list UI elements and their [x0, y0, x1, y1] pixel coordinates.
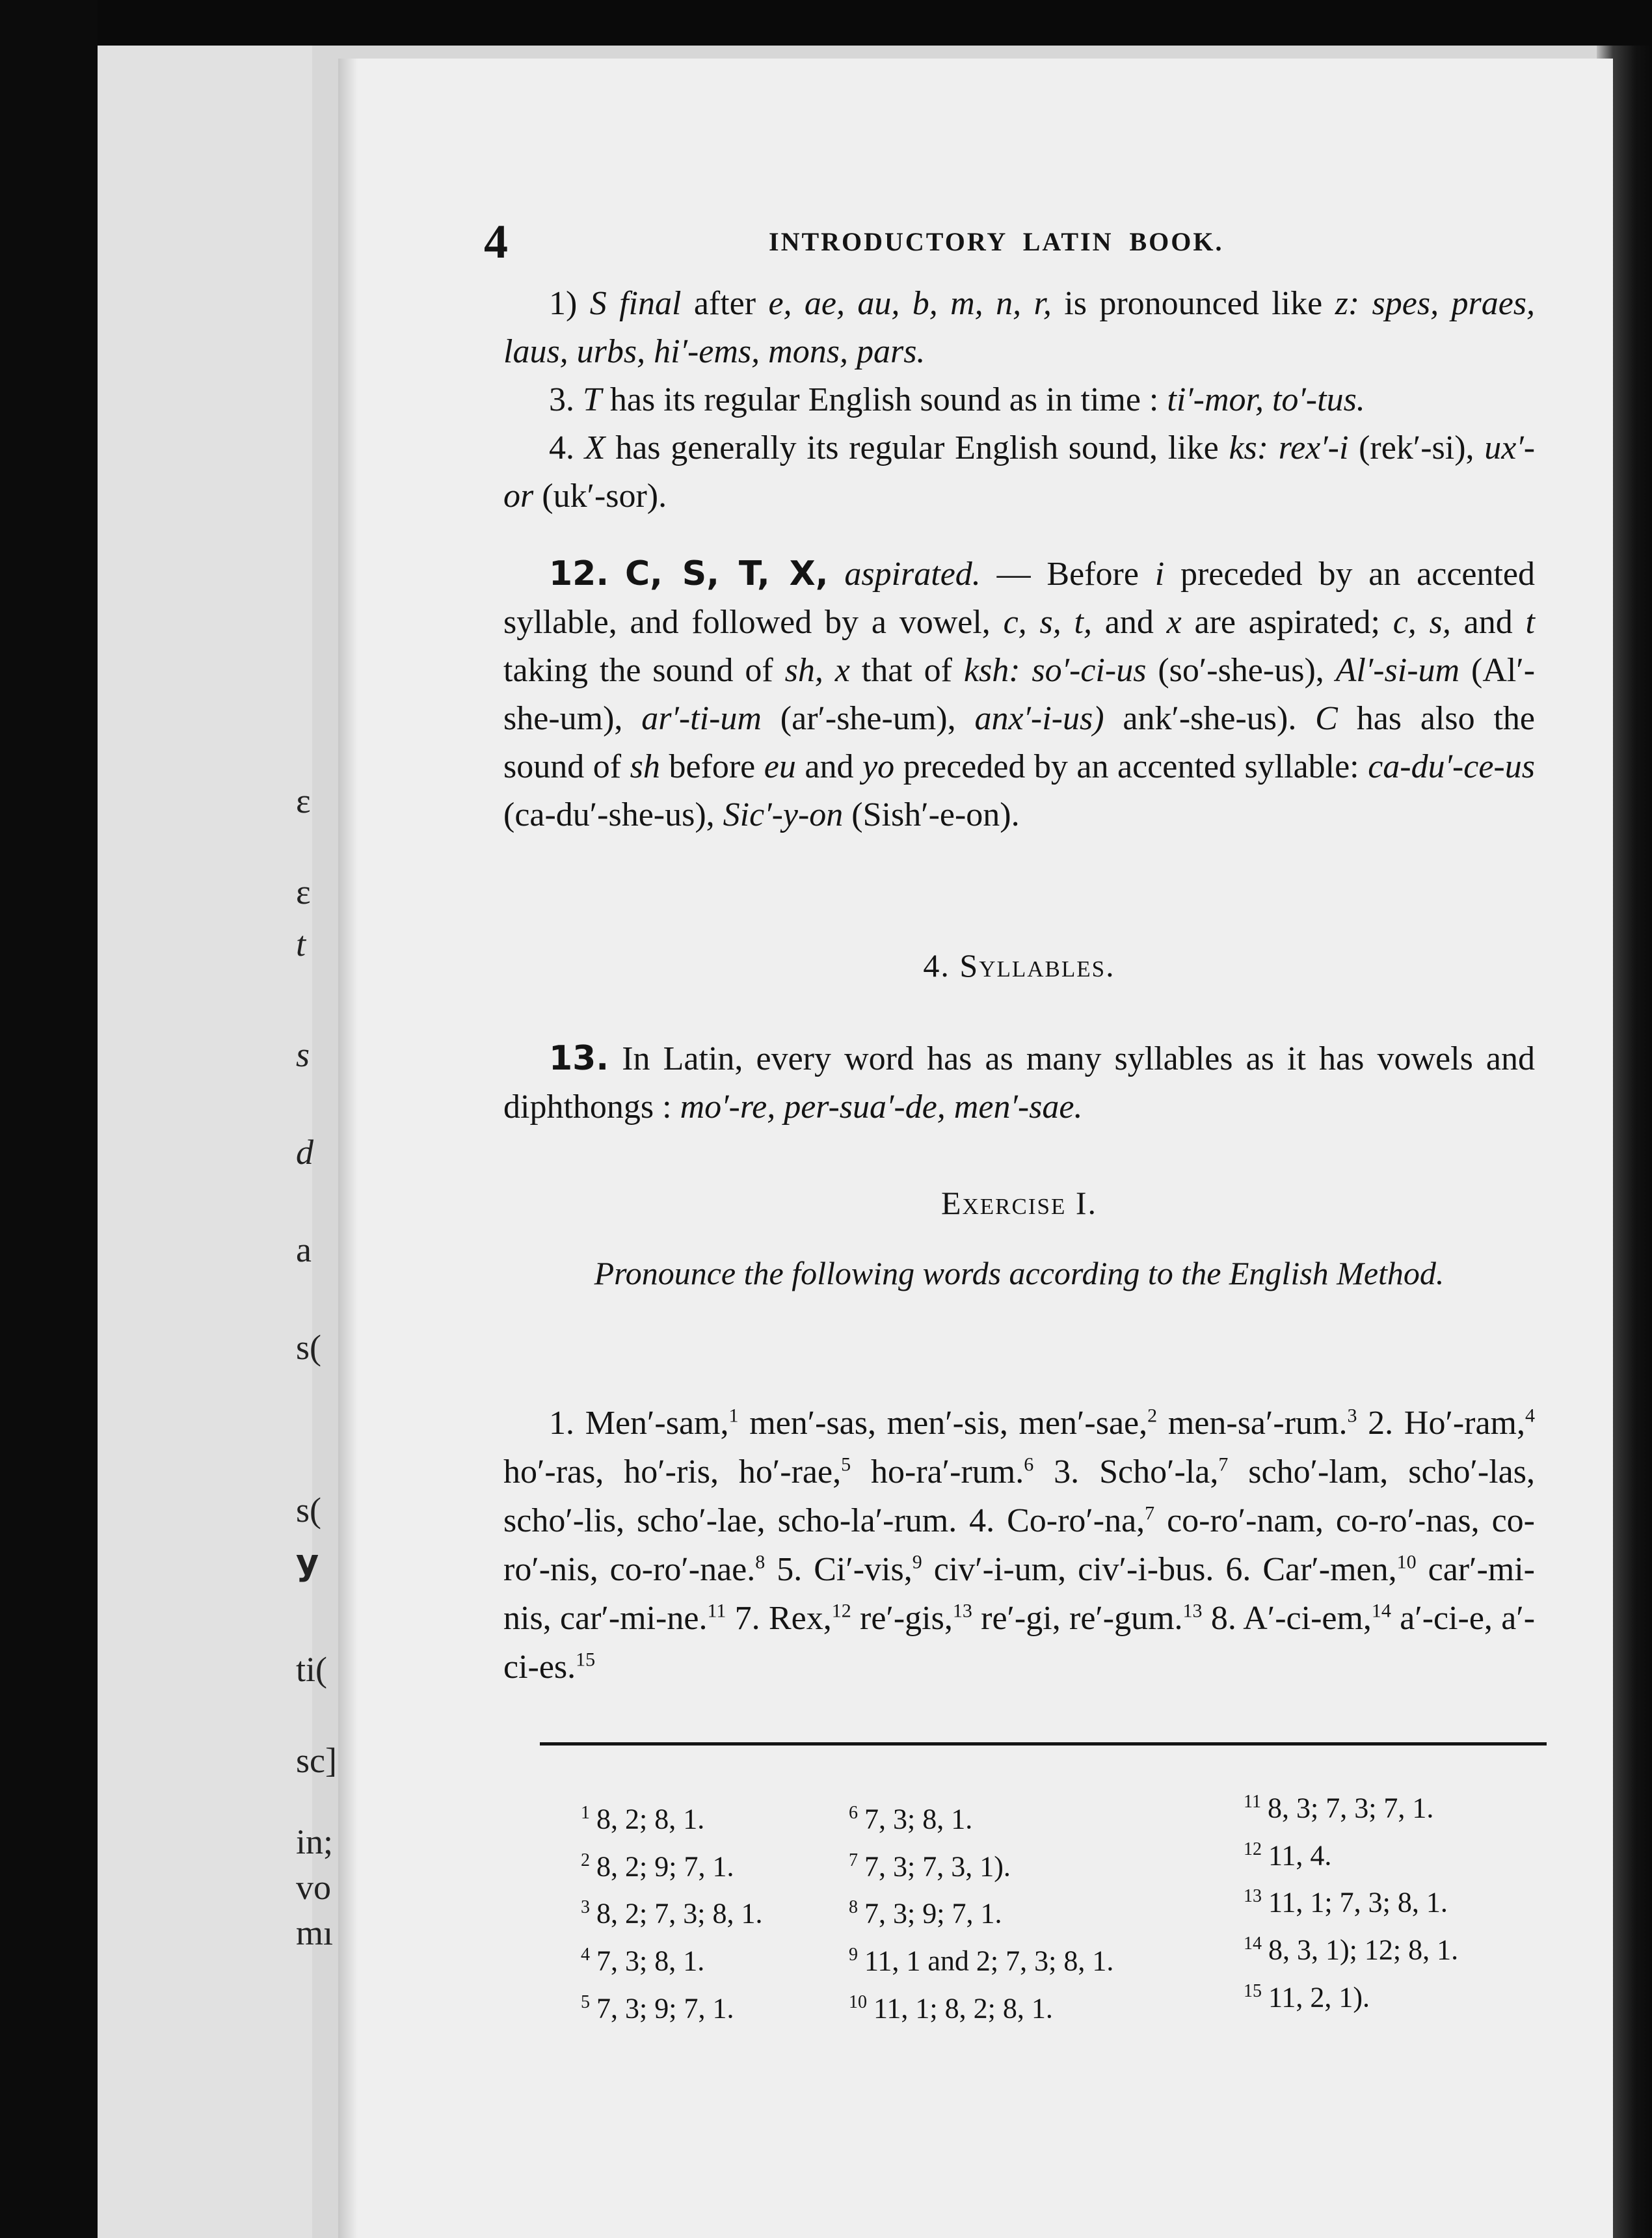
footnote-number: 4	[581, 1944, 590, 1965]
text: 3. Scho′-la,	[1033, 1453, 1219, 1490]
footnote-number: 12	[1244, 1839, 1262, 1859]
footnote-text: 11, 1; 7, 3; 8, 1.	[1268, 1886, 1448, 1919]
underlying-fragment: ε	[296, 781, 311, 820]
footnote-rule	[540, 1742, 1547, 1746]
letters: yo	[862, 748, 895, 785]
letter: x	[834, 652, 850, 689]
footnote-number: 14	[1244, 1933, 1262, 1954]
footnote-marker[interactable]: 1	[728, 1405, 739, 1427]
scan-border-top	[0, 0, 1652, 46]
underlying-fragment: a	[296, 1230, 312, 1269]
footnote	[849, 1982, 1113, 2029]
section-number: 13.	[549, 1039, 609, 1078]
letters: c, s, t,	[1003, 604, 1092, 641]
text: ank′-she-us).	[1104, 700, 1316, 737]
text: — Before	[980, 556, 1155, 593]
exercise-paragraph	[503, 1399, 1535, 1692]
text: after	[681, 285, 769, 322]
example: Sic′-y-on	[723, 796, 844, 833]
footnote	[849, 1887, 1113, 1934]
text: preceded by an accented syllable, and followed by a vowel,	[503, 556, 1536, 641]
footnote-text: 8, 3, 1); 12; 8, 1.	[1268, 1934, 1459, 1966]
letters: sh	[630, 748, 660, 785]
underlying-fragment: s(	[296, 1490, 321, 1530]
footnote	[581, 1982, 762, 2029]
text: car′-mi-nis, car′-mi-ne.	[503, 1551, 1535, 1637]
exercise-heading: Exercise I.	[940, 1185, 1098, 1221]
footnote	[581, 1840, 762, 1887]
underlying-fragment: mı	[296, 1913, 334, 1952]
footnote-marker[interactable]: 7	[1218, 1453, 1229, 1476]
footnote-text: 8, 3; 7, 3; 7, 1.	[1267, 1792, 1434, 1824]
footnote-number: 1	[581, 1803, 590, 1823]
example: Al′-si-um	[1335, 652, 1460, 689]
text: re′-gi, re′-gum.	[972, 1600, 1183, 1637]
text: taking the sound of	[503, 652, 785, 689]
underlying-fragment: ε	[296, 872, 311, 911]
footnote	[1244, 1876, 1458, 1923]
text	[823, 652, 835, 689]
text: (uk′-sor).	[533, 478, 667, 515]
underlying-page-strip	[98, 46, 312, 2238]
letters: e, ae, au, b, m, n, r,	[768, 285, 1052, 322]
underlying-fragment: t	[296, 924, 306, 964]
example: rex′-i	[1268, 429, 1349, 466]
text: men′-sas, men′-sis, men′-sae,	[738, 1405, 1148, 1442]
term: S final	[589, 285, 682, 322]
underlying-fragment: vo	[296, 1868, 331, 1907]
text: men-sa′-rum.	[1157, 1405, 1348, 1442]
page-number: 4	[484, 215, 508, 269]
examples: spes, praes, laus, urbs, hi′-ems, mons, pars.	[503, 285, 1536, 370]
letter: C	[1315, 700, 1338, 737]
text: has generally its regular English sound, like	[605, 429, 1229, 466]
item-number: 4.	[549, 429, 574, 466]
text: (Al′-she-um),	[503, 652, 1536, 737]
letter: z:	[1335, 285, 1360, 322]
s-final-note	[503, 280, 1535, 376]
underlying-fragment: s(	[296, 1328, 321, 1367]
footnote-number: 13	[1244, 1886, 1262, 1907]
text: that of	[849, 652, 964, 689]
footnote-number: 9	[849, 1944, 858, 1965]
text: and	[1091, 604, 1167, 641]
footnote-text: 11, 4.	[1268, 1839, 1332, 1872]
footnote-number: 8	[849, 1897, 858, 1918]
footnote-marker[interactable]: 11	[707, 1600, 726, 1622]
letters: eu	[764, 748, 796, 785]
footnote-marker[interactable]: 8	[755, 1551, 766, 1573]
section-12	[503, 550, 1535, 839]
letter: T	[583, 381, 602, 418]
footnote-marker[interactable]: 10	[1396, 1551, 1417, 1573]
footnote-marker[interactable]: 12	[831, 1600, 851, 1622]
footnote	[581, 1887, 762, 1934]
letters: c, s,	[1392, 604, 1451, 641]
letter: X	[584, 429, 606, 466]
footnote-text: 7, 3; 8, 1.	[864, 1803, 973, 1835]
footnote	[1244, 1781, 1458, 1829]
section-12-text	[503, 550, 1535, 839]
text: ho-ra′-rum.	[851, 1453, 1024, 1490]
underlying-fragment: y	[296, 1542, 319, 1583]
section-number: 12.	[549, 554, 609, 593]
examples: mo′-re, per-sua′-de, men′-sae.	[680, 1088, 1083, 1126]
footnote-marker[interactable]: 6	[1024, 1453, 1034, 1476]
letter: x	[1166, 604, 1182, 641]
footnote-marker[interactable]: 2	[1147, 1405, 1158, 1427]
text: (ca-du′-she-us),	[503, 796, 723, 833]
footnote	[849, 1934, 1113, 1982]
text: has also the sound of	[503, 700, 1535, 785]
footnote-number: 11	[1244, 1792, 1261, 1812]
footnote-number: 3	[581, 1897, 590, 1918]
footnotes-column-1	[581, 1792, 762, 2029]
section-letters: C, S, T, X,	[624, 554, 829, 593]
text: has its regular English sound as in time :	[601, 381, 1167, 418]
footnotes-column-2	[849, 1792, 1113, 2029]
footnote-number: 15	[1244, 1980, 1262, 2001]
footnote-text: 11, 1 and 2; 7, 3; 8, 1.	[864, 1945, 1114, 1977]
example: ux′-or	[503, 429, 1536, 515]
section-13-text	[503, 1034, 1535, 1131]
t-note	[503, 376, 1535, 424]
footnote-marker[interactable]: 7	[1145, 1502, 1155, 1524]
scan-border-left	[0, 0, 98, 2238]
text: is pronounced like	[1051, 285, 1335, 322]
footnote-text: 8, 2; 9; 7, 1.	[596, 1850, 734, 1883]
examples: ti′-mor, to′-tus.	[1167, 381, 1365, 418]
footnote-number: 2	[581, 1850, 590, 1870]
underlying-fragment: in;	[296, 1822, 334, 1861]
text: scho′-lam, scho′-las, scho′-lis, scho′-lae, scho-la′-rum. 4. Co-ro′-na,	[503, 1453, 1535, 1539]
text: preceded by an accented syllable:	[894, 748, 1368, 785]
text: are aspirated;	[1181, 604, 1393, 641]
underlying-fragment: s	[296, 1035, 310, 1074]
footnote	[849, 1840, 1113, 1887]
section-heading-syllables: 4. Syllables.	[923, 947, 1115, 984]
text: co-ro′-nam, co-ro′-nas, co-ro′-nis, co-ro′-nae.	[503, 1502, 1535, 1588]
text: (so′-she-us),	[1146, 652, 1336, 689]
text: (rek′-si),	[1348, 429, 1485, 466]
footnote-number: 5	[581, 1991, 590, 2012]
footnote	[849, 1792, 1113, 1840]
footnote	[1244, 1971, 1458, 2018]
footnote	[581, 1792, 762, 1840]
letter: i	[1154, 556, 1165, 593]
footnote-number: 7	[849, 1850, 858, 1870]
footnote-marker[interactable]: 13	[952, 1600, 972, 1622]
item-number: 3.	[549, 381, 574, 418]
section-13	[503, 1034, 1535, 1131]
pronunciation-notes	[503, 280, 1535, 520]
item-number: 1)	[549, 285, 578, 322]
text: 8. A′-ci-em,	[1202, 1600, 1372, 1637]
footnote-text: 7, 3; 7, 3, 1).	[864, 1850, 1011, 1883]
footnote-marker[interactable]: 14	[1371, 1600, 1391, 1622]
text: (Sish′-e-on).	[843, 796, 1020, 833]
footnote-number: 6	[849, 1803, 858, 1823]
footnote	[1244, 1829, 1458, 1876]
letter: ks:	[1229, 429, 1269, 466]
text: 1. Men′-sam,	[549, 1405, 729, 1442]
example: anx′-i-us)	[974, 700, 1104, 737]
section-label: aspirated.	[844, 556, 981, 593]
text: a′-ci-e, a′-ci-es.	[503, 1600, 1536, 1686]
example: ca-du′-ce-us	[1368, 748, 1535, 785]
underlying-fragment: d	[296, 1133, 313, 1172]
footnote-marker[interactable]: 4	[1525, 1405, 1535, 1427]
example: so′-ci-us	[1032, 652, 1147, 689]
exercise-words	[503, 1399, 1535, 1692]
exercise-instruction: Pronounce the following words according to the English Method.	[594, 1255, 1445, 1291]
footnote-text: 7, 3; 9; 7, 1.	[596, 1992, 734, 2025]
text: and	[795, 748, 863, 785]
footnote-text: 8, 2; 7, 3; 8, 1.	[596, 1897, 763, 1930]
footnote-marker[interactable]: 9	[912, 1551, 922, 1573]
text: 2. Ho′-ram,	[1357, 1405, 1525, 1442]
letter: t	[1525, 604, 1535, 641]
footnote-text: 8, 2; 8, 1.	[596, 1803, 705, 1835]
letters: ksh:	[963, 652, 1020, 689]
footnote-text: 11, 1; 8, 2; 8, 1.	[873, 1992, 1053, 2025]
footnote	[1244, 1923, 1458, 1971]
text	[1020, 652, 1032, 689]
x-note	[503, 424, 1535, 520]
text: 5. Ci′-vis,	[765, 1551, 913, 1588]
text: ho′-ras, ho′-ris, ho′-rae,	[503, 1453, 842, 1490]
text: In Latin, every word has as many syllables as it has vowels and diphthongs :	[503, 1040, 1535, 1126]
letters: sh,	[784, 652, 823, 689]
running-head	[484, 215, 1284, 286]
page-gutter-shadow	[338, 59, 358, 2238]
underlying-fragment: ti(	[296, 1650, 327, 1689]
example: ar′-ti-um	[641, 700, 762, 737]
footnote-marker[interactable]: 3	[1347, 1405, 1357, 1427]
footnote-text: 7, 3; 9; 7, 1.	[864, 1897, 1002, 1930]
footnote-text: 7, 3; 8, 1.	[596, 1945, 705, 1977]
footnote	[581, 1934, 762, 1982]
footnote-marker[interactable]: 5	[841, 1453, 851, 1476]
text: 7. Rex,	[726, 1600, 832, 1637]
underlying-fragment: sc]	[296, 1741, 337, 1780]
footnote-text: 11, 2, 1).	[1268, 1981, 1370, 2014]
text: re′-gis,	[851, 1600, 953, 1637]
footnote-marker[interactable]: 15	[576, 1649, 596, 1671]
footnote-number: 10	[849, 1991, 867, 2012]
text: before	[659, 748, 764, 785]
footnote-marker[interactable]: 13	[1182, 1600, 1203, 1622]
text: civ′-i-um, civ′-i-bus. 6. Car′-men,	[922, 1551, 1397, 1588]
running-title: INTRODUCTORY LATIN BOOK.	[769, 227, 1224, 256]
text: and	[1450, 604, 1526, 641]
footnotes-column-3	[1244, 1781, 1458, 2017]
text: (ar′-she-um),	[761, 700, 975, 737]
